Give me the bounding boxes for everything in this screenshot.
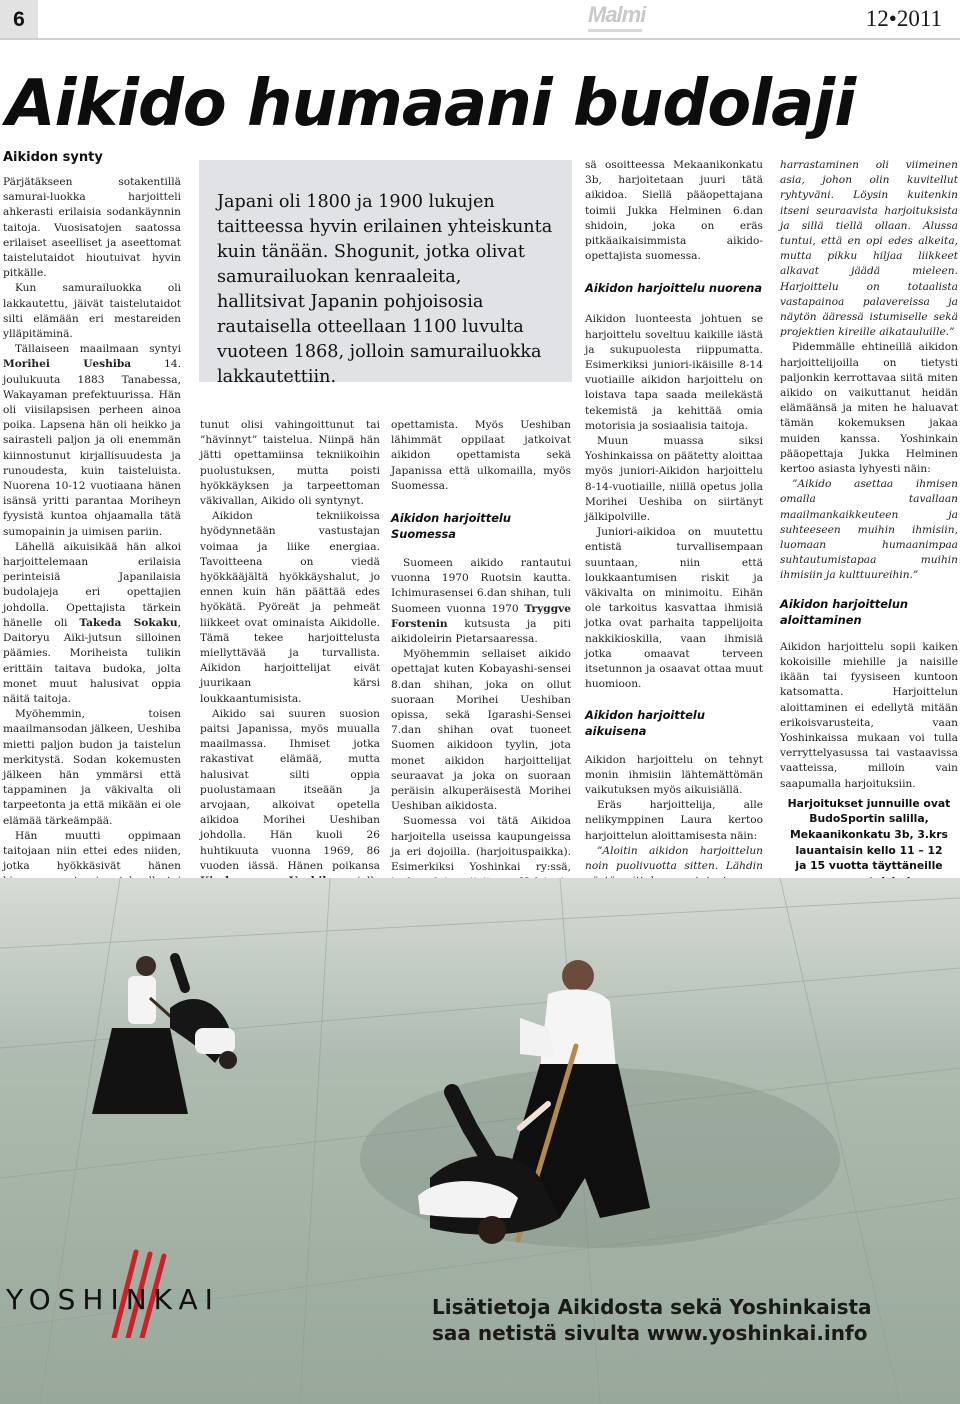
- paragraph: sä osoitteessa Mekaanikonkatu 3b, harjoitetaan juuri tätä aikidoa. Siellä pääopettajana toimii Jukka Helminen 6.dan shidoin, joka on eräs pitkäaikaisimmista aikido-opettajista suomessa.: [585, 159, 763, 263]
- paragraph: Muun muassa siksi Yoshinkaissa on päätetty aloittaa myös juniori-Aikidon harjoittelu 8-14-vuotiaille, niillä opetus jolla Morihei Ueshiba on siirtänyt jälkipolville.: [585, 435, 763, 524]
- paragraph: Aikidon harjoittelu on tehnyt monin ihmisiin lähtemättömän vaikutuksen myös aikuisiällä.: [585, 753, 763, 796]
- header-rule: [0, 38, 960, 40]
- article-column-2: [200, 418, 380, 935]
- section-heading: Aikidon synty: [3, 150, 103, 165]
- info-line: Mekaanikonkatu 3b, 3.krs: [790, 827, 948, 841]
- paragraph: Pärjätäkseen sotakentillä samurai-luokka harjoitteli ahkerasti erilaisia sodankäynnin taitoja. Vuosisatojen saatossa erilaiset aseelliset ja aseettomat taistelutaidot hioutuivat hyvin pitkälle.: [3, 176, 181, 280]
- yoshinkai-logo: [6, 1248, 246, 1338]
- info-line: lauantaisin kello 11 – 12: [795, 843, 943, 857]
- paragraph: Aikidon luonteesta johtuen se harjoittelu soveltuu kaikille iästä ja sukupuolesta riippumatta. Esimerkiksi juniori-ikäisille 8-14 vuotiaille aikidon harjoittelu on loistava tapa saada meilekästä tekemistä ja kehittää omia motorisia ja sosiaalisia taitoja.: [585, 313, 763, 432]
- paragraph: Aikidon tekniikoissa hyödynnetään vastustajan voimaa ja liike energiaa. Tavoitteena on viedä hyökkääjältä hyökkäyshalut, jo ennen kuin hän päättää edes hyökätä. Pyöreät ja pehmeät liikkeet ovat ominaista Aikidolle. Tämä tekee harjoittelusta miellyttävää ja turvallista. Aikidon harjoittelijat eivät juurikaan kärsi loukkaantumisista.: [200, 510, 380, 705]
- section-heading: Aikidon harjoittelu Suomessa: [391, 511, 511, 542]
- article-column-4: [585, 158, 763, 935]
- logo-wordmark: YOSHINKAI: [6, 1283, 220, 1316]
- paragraph: tunut olisi vahingoittunut tai ”hävinnyt” taistelua. Niinpä hän jätti opettamiinsa tekniikoihin puolustuksen, mutta poisti hyökkäyksen ja tarpeettoman väkivallan, Aikido oli syntynyt.: [200, 419, 380, 508]
- paragraph: Pidemmälle ehtineillä aikidon harjoittelijoilla on tietysti paljonkin kerrottavaa siitä miten aikido on vaikuttanut heidän elämäänsä ja miten he haluavat tämän kokemuksen jakaa muiden kanssa. Yoshinkain pääopettaja Jukka Helminen kertoo asiasta lyhyesti näin:: [780, 341, 958, 476]
- paragraph: Suomessa voi tätä Aikidoa harjoitella useissa kaupungeissa ja eri dojoilla. (harjoituspaikka). Esimerkiksi Yoshinkai ry:ssä,: [391, 815, 571, 874]
- pullquote-box: [199, 160, 572, 387]
- paragraph: Suomeen aikido rantautui vuonna 1970 Ruotsin kautta. Ichimurasensei 6.dan shihan, tuli Suomeen vuonna 1970 Tryggve Forstenin kutsusta ja piti aikidoleirin Pietarsaaressa.: [391, 557, 571, 646]
- article-column-5: [780, 158, 958, 920]
- quote-paragraph: harrastaminen oli viimeinen asia, johon olin kuvitellut ryhtyväni. Löysin kuitenkin itseni seuraavista harjoituksista ja sillä tiellä ollaan. Alussa tuntui, että en opi edes alkeita, mutta pikku hiljaa liikkeet alkavat jäädä mieleen. Harjoittelu on totaalista vastapainoa palavereissa ja näytön ääressä istumiselle sekä projektien kireille aikatauluille.”: [780, 159, 958, 339]
- paragraph: Juniori-aikidoa on muutettu entistä turvallisempaan suuntaan, niin että loukkaantumisen riskit ja väkivalta on minimoitu. Eihän ole tarkoitus kasvattaa ihmisiä jotka ovat parhaita tappelijoita nakkikioskilla, vaan ihmisiä jotka omaavat terveen itsetunnon ja osaavat ottaa muut huomioon.: [585, 526, 763, 691]
- page-headline: Aikido humaani budolaji: [6, 67, 856, 141]
- info-line: Harjoitukset junnuille ovat: [787, 796, 951, 810]
- paragraph: Aikido sai suuren suosion paitsi Japanissa, myös muualla maailmassa. Ihmiset jotka rakastivat elämää, mutta halusivat silti oppia puolustamaan itseään ja arvojaan, alkoivat opetella aikidoa Morihei Ueshiban johdolla. Hän kuoli 26 huhtikuuta vuonna 1969, 86 vuoden iässä. Hänen poikansa: [200, 707, 380, 872]
- paragraph: opettamista. Myös Ueshiban lähimmät oppilaat jatkoivat aikidon opettamista sekä Japanissa että ulkomailla, myös Suomessa.: [391, 419, 571, 492]
- photo-caption: [432, 1294, 932, 1346]
- pullquote-text: Japani oli 1800 ja 1900 lukujen taitteessa hyvin erilainen yhteiskunta kuin tänään. Shogunit, jotka olivat samurailuokan kenraaleita, hallitsivat Japanin pohjoisosia rautaisella otteellaan 1100 luvulta vuoteen 1868, jolloin samurailuokka lakkautettiin.: [217, 192, 553, 387]
- quote-paragraph: ”Aikido asettaa ihmisen omalla tavallaan maailmankaikkeuteen ja suhteeseen muihin ihmisiin, luomaan humaanimpaa suhtautumistapaa muihin ihmisiin ja kulttuureihin.”: [780, 478, 958, 582]
- issue-number: 12•2011: [865, 6, 942, 31]
- paragraph: Aikidon harjoittelu sopii kaiken kokoisille miehille ja naisille ikään tai fyysiseen kuntoon katsomatta. Harjoittelun aloittaminen ei edellytä mitään erikoisvarusteita, vaan Yoshinkaissa mukaan voi tulla verryttelyasussa tai vastaavissa vaatteissa, milloin vain saapumalla harjoituksiin.: [780, 640, 958, 790]
- info-line: ja 15 vuotta täyttäneille: [795, 859, 943, 873]
- paragraph: Hän muutti oppimaan taitojaan niin ettei edes niiden, jotka hyökkäsivät hänen: [3, 829, 181, 873]
- info-line: BudoSportin salilla,: [809, 812, 929, 826]
- masthead-underline: [588, 29, 642, 32]
- section-heading: Aikidon harjoittelu aikuisena: [585, 707, 705, 738]
- paragraph: Myöhemmin sellaiset aikido opettajat kuten Kobayashi-sensei 8.dan shihan, joka on ollut suoraan Morihei Ueshiban opissa, sekä Igarashi-Sensei 7.dan shihan ovat tuoneet Suomen aikidoon tyylin, jota monet aikidon harjoittelijat seuraavat ja joka on suoraan peräisin alkuperäisestä Morihei Ueshiban aikidosta.: [391, 648, 571, 813]
- article-column-1: [3, 150, 181, 935]
- quote-paragraph: ”Aloitin aikidon harjoittelun noin puolivuotta sitten. Lähdin: [585, 844, 763, 872]
- paragraph: Tällaiseen maailmaan syntyi Morihei Ueshiba 14. joulukuuta 1883 Tanabessa, Wakayaman prefektuurissa. Hän oli viisilapsisen perheen ainoa poika. Lapsena hän oli heikko ja sairasteli paljon ja oli enemmän kiinnostunut kirjallisuudesta ja runoudesta, kuin taisteluista. Nuorena 10-12 vuotiaana hänen isänsä yritti parantaa Moriheyn fyysistä kuntoa ohjaamalla tätä sumopainin ja uimisen pariin.: [3, 343, 181, 538]
- masthead-title: Malmi: [588, 2, 646, 27]
- caption-line: saa netistä sivulta www.yoshinkai.info: [432, 1321, 868, 1345]
- paragraph: Lähellä aikuisikää hän alkoi harjoittelemaan erilaisia perinteisiä Japanilaisia budolajeja eri opettajien johdolla. Opettajista tärkein hänelle oli Takeda Sokaku, Daitoryu Aiki-jutsun silloinen päämies. Moriheista tulikin erittäin taitava budoka, jolta monet muut halusivat oppia näitä taitoja.: [3, 540, 181, 705]
- article-column-3: [391, 418, 571, 906]
- paragraph: Eräs harjoittelija, alle nelikymppinen Laura kertoo harjoittelun aloittamisesta näin:: [585, 799, 763, 842]
- caption-line: Lisätietoja Aikidosta sekä Yoshinkaista: [432, 1295, 872, 1319]
- paragraph: Myöhemmin, toisen maailmansodan jälkeen, Ueshiba mietti paljon budon ja taistelun merkitystä. Sodan kokemusten jälkeen hän ymmärsi että tappaminen ja väkivalta oli tarpeetonta ja että mikään ei ole elämää tärkeämpää.: [3, 708, 181, 827]
- section-heading: Aikidon harjoittelun aloittaminen: [780, 596, 909, 627]
- paragraph: Kun samurailuokka oli lakkautettu, jäivät taistelutaidot silti elämään eri mestareiden ylläpitäminä.: [3, 282, 181, 341]
- masthead-logo: [588, 3, 644, 37]
- page-number: 6: [0, 0, 38, 40]
- section-heading: Aikidon harjoittelu nuorena: [585, 281, 763, 296]
